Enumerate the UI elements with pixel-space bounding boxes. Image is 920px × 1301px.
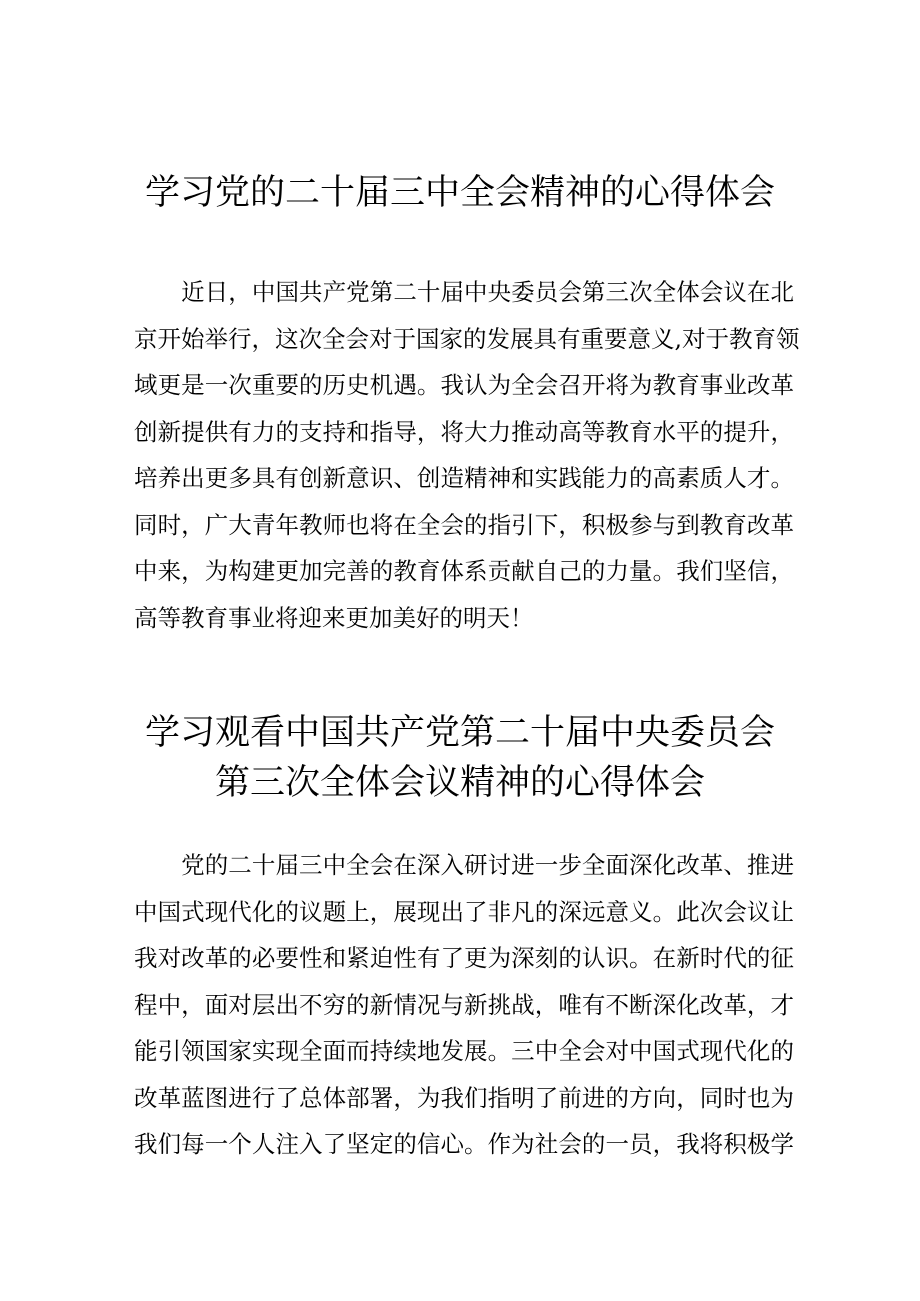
paragraph-line: 党的二十届三中全会在深入研讨进一步全面深化改革、推进 [134, 851, 794, 879]
section-2-title-line: 第三次全体会议精神的心得体会 [214, 763, 705, 803]
paragraph-line: 程中，面对层出不穷的新情况与新挑战，唯有不断深化改革，才 [134, 990, 794, 1019]
paragraph-line: 中国式现代化的议题上，展现出了非凡的深远意义。此次会议让 [134, 897, 794, 926]
paragraph-line: 能引领国家实现全面而持续地发展。三中全会对中国式现代化的 [134, 1037, 794, 1065]
paragraph-line: 域更是一次重要的历史机遇。我认为全会召开将为教育事业改革 [134, 371, 794, 399]
paragraph-line: 高等教育事业将迎来更加美好的明天！ [134, 603, 534, 632]
paragraph-line: 我对改革的必要性和紧迫性有了更为深刻的认识。在新时代的征 [134, 944, 794, 972]
section-1-title-line: 学习党的二十届三中全会精神的心得体会 [144, 173, 775, 213]
paragraph-line: 中来，为构建更加完善的教育体系贡献自己的力量。我们坚信， [134, 557, 794, 585]
section-2-title-line: 学习观看中国共产党第二十届中央委员会 [144, 713, 775, 753]
paragraph-line: 同时，广大青年教师也将在全会的指引下，积极参与到教育改革 [134, 510, 794, 539]
paragraph-line: 改革蓝图进行了总体部署，为我们指明了前进的方向，同时也为 [134, 1083, 794, 1112]
section-1-title [0, 168, 920, 218]
paragraph-line: 我们每一个人注入了坚定的信心。作为社会的一员，我将积极学 [134, 1130, 794, 1158]
section-2-title [0, 708, 920, 808]
paragraph-line: 培养出更多具有创新意识、创造精神和实践能力的高素质人才。 [134, 464, 794, 492]
paragraph-line: 创新提供有力的支持和指导，将大力推动高等教育水平的提升， [134, 417, 794, 446]
paragraph-line: 近日，中国共产党第二十届中央委员会第三次全体会议在北 [134, 278, 794, 306]
section-2-paragraph [134, 842, 794, 1168]
paragraph-line: 京开始举行，这次全会对于国家的发展具有重要意义,对于教育领 [134, 324, 800, 353]
section-1-paragraph [134, 269, 800, 641]
